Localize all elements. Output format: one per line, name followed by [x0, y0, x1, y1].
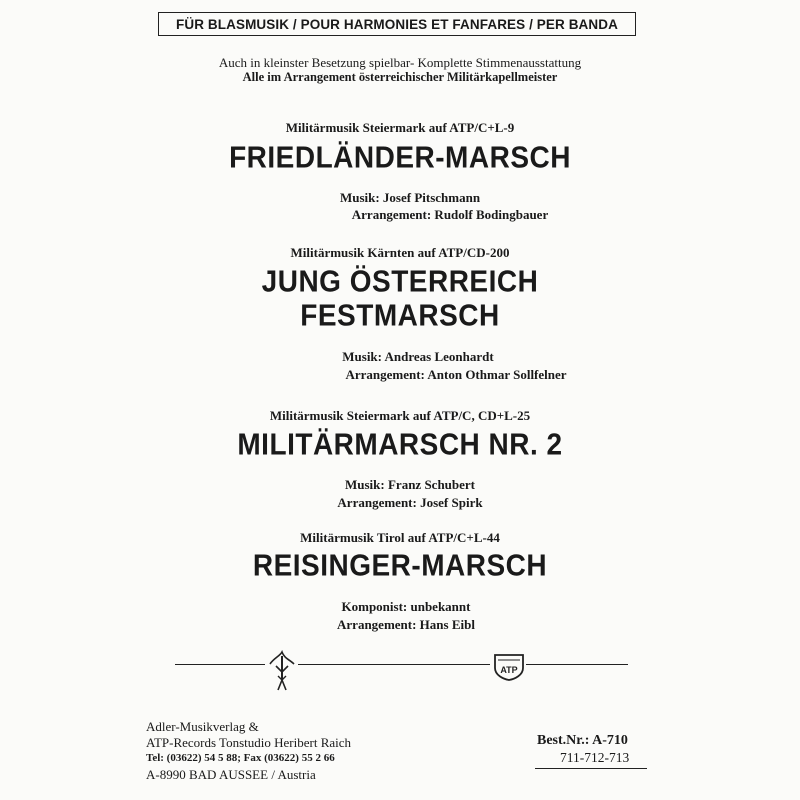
piece-1-title: FRIEDLÄNDER-MARSCH — [229, 140, 571, 175]
piece-3-composer: Musik: Franz Schubert — [345, 477, 475, 492]
rule-left-outer — [175, 664, 265, 665]
publisher-phone-fax: Tel: (03622) 54 5 88; Fax (03622) 55 2 66 — [146, 752, 335, 764]
piece-1-arranger: Arrangement: Rudolf Bodingbauer — [351, 207, 549, 222]
piece-3-title: MILITÄRMARSCH NR. 2 — [237, 427, 563, 462]
piece-3-source: Militärmusik Steiermark auf ATP/C, CD+L-25 — [269, 408, 531, 423]
piece-3-arranger: Arrangement: Josef Spirk — [337, 495, 483, 510]
publisher-line1: Adler-Musikverlag & — [146, 719, 259, 734]
piece-1-composer: Musik: Josef Pitschmann — [339, 190, 481, 205]
piece-1-source: Militärmusik Steiermark auf ATP/C+L-9 — [285, 120, 515, 135]
piece-2-composer: Musik: Andreas Leonhardt — [342, 349, 494, 364]
header-subtitle-line1: Auch in kleinster Besetzung spielbar- Komplette Stimmenausstattung — [218, 55, 582, 70]
piece-4-arranger: Arrangement: Hans Eibl — [337, 617, 475, 632]
adler-eagle-logo-icon — [266, 650, 298, 692]
piece-2-source: Militärmusik Kärnten auf ATP/CD-200 — [290, 245, 510, 260]
piece-4-composer: Komponist: unbekannt — [341, 599, 471, 614]
piece-2-title-line2: FESTMARSCH — [300, 298, 500, 333]
piece-4-source: Militärmusik Tirol auf ATP/C+L-44 — [300, 530, 500, 545]
publisher-address: A-8990 BAD AUSSEE / Austria — [146, 767, 316, 782]
order-underline — [535, 768, 647, 769]
header-banner: FÜR BLASMUSIK / POUR HARMONIES ET FANFARES / PER BANDA — [158, 12, 636, 36]
piece-2-title-line1: JUNG ÖSTERREICH — [261, 264, 539, 299]
rule-right-outer — [526, 664, 628, 665]
order-numbers: 711-712-713 — [560, 750, 630, 765]
header-subtitle-line2: Alle im Arrangement österreichischer Militärkapellmeister — [242, 70, 558, 84]
atp-logo-text: ATP — [500, 665, 518, 675]
rule-middle — [298, 664, 490, 665]
order-number-label: Best.Nr.: A-710 — [537, 733, 628, 748]
atp-shield-logo-icon — [492, 652, 526, 682]
publisher-line2: ATP-Records Tonstudio Heribert Raich — [146, 735, 352, 750]
piece-4-title: REISINGER-MARSCH — [252, 548, 548, 583]
piece-2-arranger: Arrangement: Anton Othmar Sollfelner — [345, 367, 567, 382]
